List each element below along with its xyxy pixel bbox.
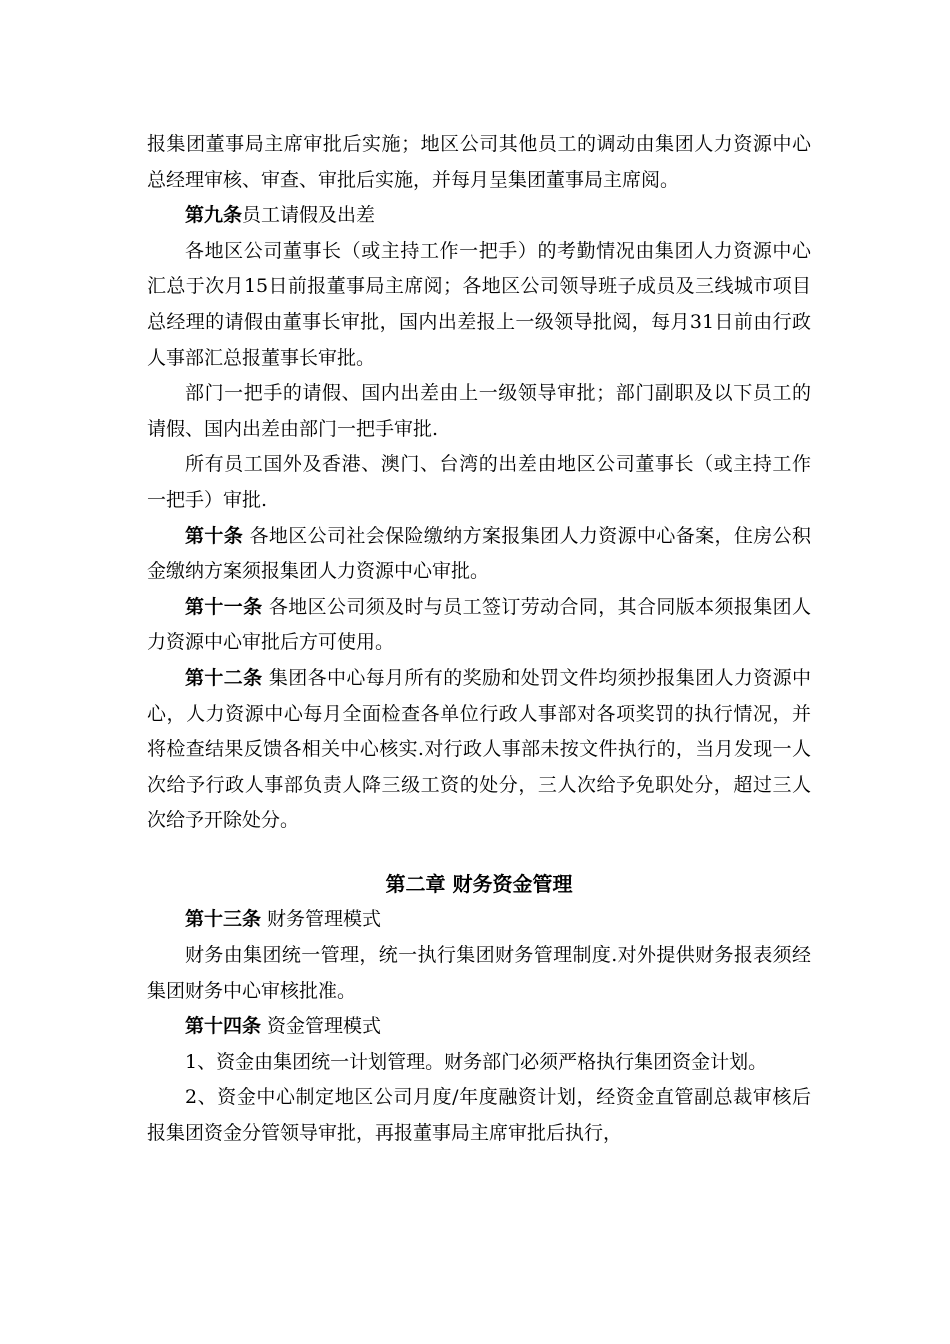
paragraph-1: 报集团董事局主席审批后实施；地区公司其他员工的调动由集团人力资源中心总经理审核、审查、审批后实施，并每月呈集团董事局主席阅。 (147, 133, 811, 191)
article-14-heading: 第十四条 资金管理模式 (185, 1015, 382, 1038)
paragraph-fund-2: 2、资金中心制定地区公司月度/年度融资计划，经资金直管副总裁审核后报集团资金分管领导审批，再报董事局主席审批后执行， (147, 1086, 811, 1145)
article-number: 第九条 (185, 204, 243, 227)
article-9-heading: 第九条员工请假及出差 (185, 204, 376, 227)
article-number: 第十二条 (185, 666, 263, 689)
article-11: 第十一条 各地区公司须及时与员工签订劳动合同，其合同版本须报集团人力资源中心审批后方可使用。 (147, 595, 811, 654)
document-body (147, 127, 811, 1152)
article-number: 第十四条 (185, 1015, 262, 1038)
paragraph-3: 各地区公司董事长（或主持工作一把手）的考勤情况由集团人力资源中心汇总于次月15日前报董事局主席阅；各地区公司领导班子成员及三线城市项目总经理的请假由董事长审批，国内出差报上一级领导批阅，每月31日前由行政人事部汇总报董事长审批。 (147, 239, 811, 369)
paragraph-finance: 财务由集团统一管理，统一执行集团财务管理制度.对外提供财务报表须经集团财务中心审核批准。 (147, 944, 811, 1002)
paragraph-5: 所有员工国外及香港、澳门、台湾的出差由地区公司董事长（或主持工作一把手）审批. (147, 453, 811, 511)
article-number: 第十一条 (185, 595, 263, 618)
paragraph-fund-1: 1、资金由集团统一计划管理。财务部门必须严格执行集团资金计划。 (185, 1050, 768, 1073)
paragraph-4: 部门一把手的请假、国内出差由上一级领导审批；部门副职及以下员工的请假、国内出差由部门一把手审批. (147, 382, 811, 440)
article-number: 第十三条 (185, 908, 262, 931)
article-12: 第十二条 集团各中心每月所有的奖励和处罚文件均须抄报集团人力资源中心，人力资源中心每月全面检查各单位行政人事部对各项奖罚的执行情况，并将检查结果反馈各相关中心核实.对行政人事部未按文件执行的，当月发现一人次给予行政人事部负责人降三级工资的处分，三人次给予免职处分，超过三人次给予开除处分。 (147, 666, 811, 832)
article-number: 第十条 (185, 524, 244, 547)
article-10: 第十条 各地区公司社会保险缴纳方案报集团人力资源中心备案，住房公积金缴纳方案须报集团人力资源中心审批。 (147, 524, 811, 583)
chapter-title: 第二章 财务资金管理 (385, 871, 573, 896)
article-13-heading: 第十三条 财务管理模式 (185, 908, 382, 931)
